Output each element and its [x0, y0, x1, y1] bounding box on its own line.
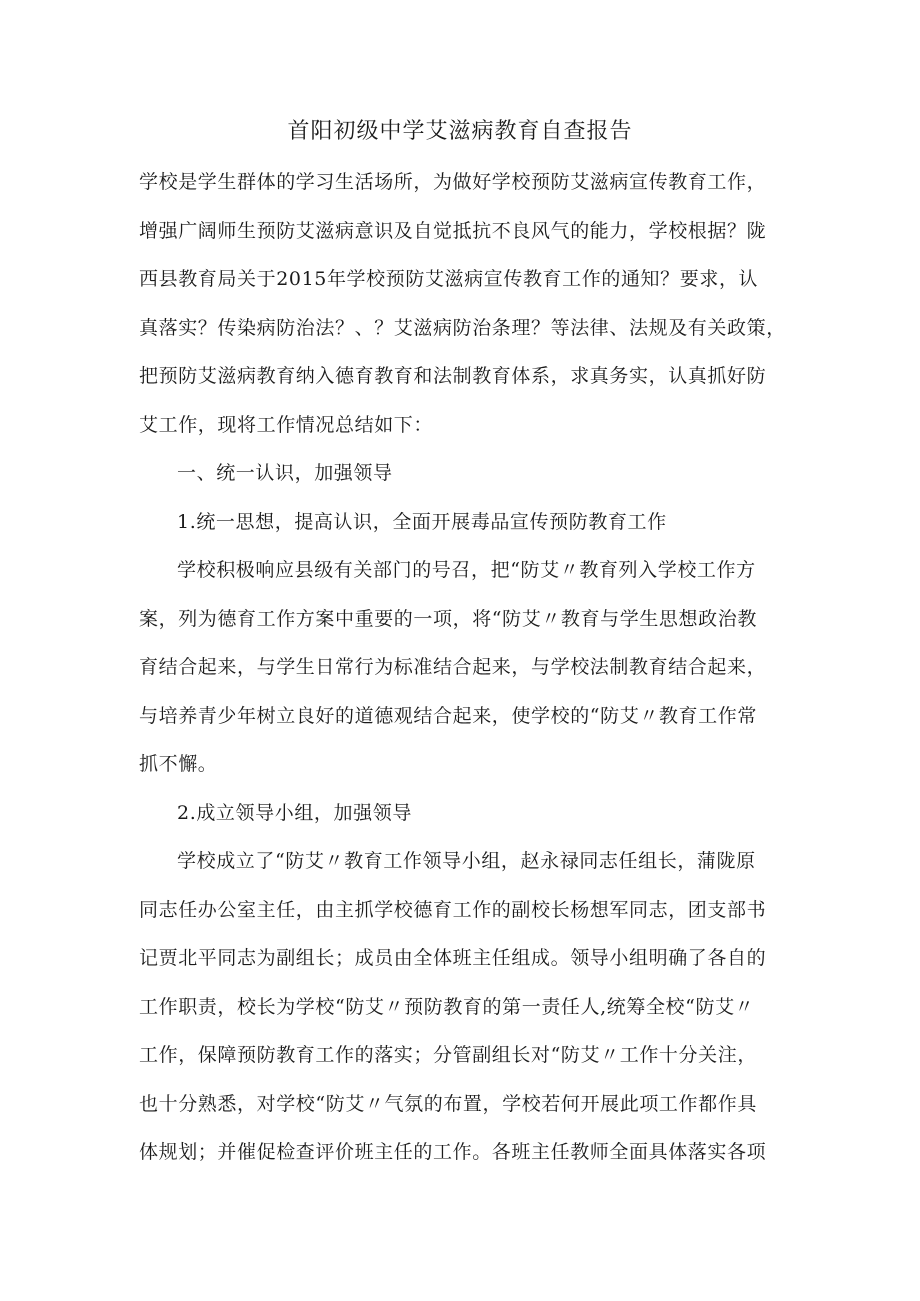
paragraph-line: 体规划；并催促检查评价班主任的工作。各班主任教师全面具体落实各项	[139, 1141, 767, 1163]
paragraph-line: 艾工作，现将工作情况总结如下：	[139, 413, 434, 436]
subsection-heading: 2.成立领导小组，加强领导	[177, 801, 412, 824]
paragraph-line: 育结合起来，与学生日常行为标准结合起来，与学校法制教育结合起来，	[139, 656, 767, 678]
paragraph-line: 西县教育局关于2015年学校预防艾滋病宣传教育工作的通知？要求，认	[139, 268, 759, 290]
paragraph-line: 抓不懈。	[139, 753, 218, 775]
paragraph-line: 案，列为德育工作方案中重要的一项，将“防艾〃教育与学生思想政治教	[139, 607, 757, 630]
paragraph-line: 工作职责，校长为学校“防艾〃预防教育的第一责任人,统筹全校“防艾〃	[139, 995, 755, 1018]
document-body	[139, 158, 784, 1177]
paragraph-line: 工作，保障预防教育工作的落实；分管副组长对“防艾〃工作十分关注，	[139, 1044, 757, 1066]
subsection-heading: 1.统一思想，提高认识，全面开展毒品宣传预防教育工作	[177, 510, 667, 533]
section-heading: 一、统一认识，加强领导	[177, 462, 393, 484]
paragraph-line: 学校是学生群体的学习生活场所，为做好学校预防艾滋病宣传教育工作，	[139, 171, 767, 193]
document-title: 首阳初级中学艾滋病教育自查报告	[287, 119, 633, 144]
paragraph-line: 学校成立了“防艾〃教育工作领导小组，赵永禄同志任组长，蒲陇原	[177, 850, 756, 872]
paragraph-line: 真落实？传染病防治法？、？艾滋病防治条理？等法律、法规及有关政策，	[139, 316, 786, 339]
paragraph-line: 同志任办公室主任，由主抓学校德育工作的副校长杨想军同志，团支部书	[139, 898, 767, 921]
paragraph-line: 学校积极响应县级有关部门的号召，把“防艾〃教育列入学校工作方	[177, 559, 756, 581]
paragraph-line: 记贾北平同志为副组长；成员由全体班主任组成。领导小组明确了各自的	[139, 947, 767, 969]
paragraph-line: 也十分熟悉，对学校“防艾〃气氛的布置，学校若何开展此项工作都作具	[139, 1092, 757, 1115]
paragraph-line: 与培养青少年树立良好的道德观结合起来，使学校的“防艾〃教育工作常	[139, 704, 757, 727]
paragraph-line: 把预防艾滋病教育纳入德育教育和法制教育体系，求真务实，认真抓好防	[139, 365, 767, 387]
paragraph-line: 增强广阔师生预防艾滋病意识及自觉抵抗不良风气的能力，学校根据？陇	[139, 219, 767, 242]
